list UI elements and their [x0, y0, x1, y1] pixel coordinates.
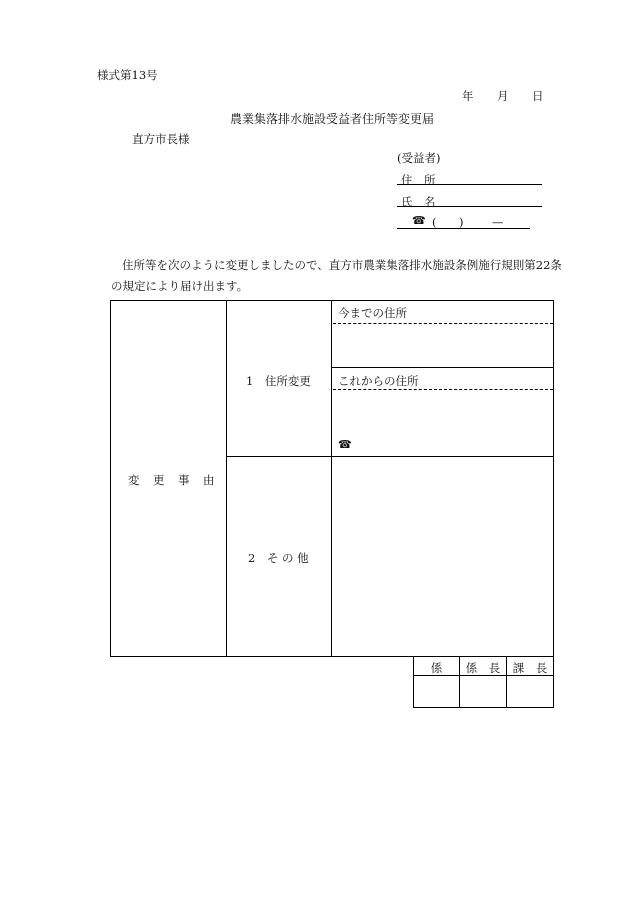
phone-close-paren: ): [459, 215, 464, 229]
body-text-line1: 住所等を次のように変更しましたので、直方市農業集落排水施設条例施行規則第22条: [122, 258, 562, 272]
phone-dash: —: [492, 215, 504, 229]
approval-chief-label: 係 長: [465, 661, 501, 675]
addressee: 直方市長様: [132, 132, 190, 146]
date-day-label: 日: [532, 89, 544, 103]
date-month-label: 月: [497, 89, 509, 103]
approval-staff-label: 係: [430, 661, 443, 675]
change-reason-label: 変 更 事 由: [128, 473, 216, 487]
address-underline: [397, 184, 542, 185]
previous-address-label: 今までの住所: [338, 306, 407, 320]
phone-open-paren: (: [432, 215, 437, 229]
applicant-heading: (受益者): [397, 151, 441, 165]
telephone-icon: ☎: [412, 214, 426, 227]
body-text-line2: の規定により届け出ます。: [111, 279, 249, 293]
form-number: 様式第13号: [97, 68, 158, 82]
date-year-label: 年: [462, 89, 474, 103]
phone-underline: [397, 228, 530, 229]
other-label: 2 そ の 他: [248, 551, 309, 565]
name-underline: [397, 206, 542, 207]
document-title: 農業集落排水施設受益者住所等変更届: [230, 112, 435, 126]
address-label: 住 所: [401, 173, 436, 187]
telephone-icon: ☎: [338, 438, 352, 451]
address-change-label: 1 住所変更: [246, 374, 311, 388]
name-label: 氏 名: [401, 195, 436, 209]
approval-section-head-label: 課 長: [512, 661, 548, 675]
new-address-label: これからの住所: [338, 374, 419, 388]
